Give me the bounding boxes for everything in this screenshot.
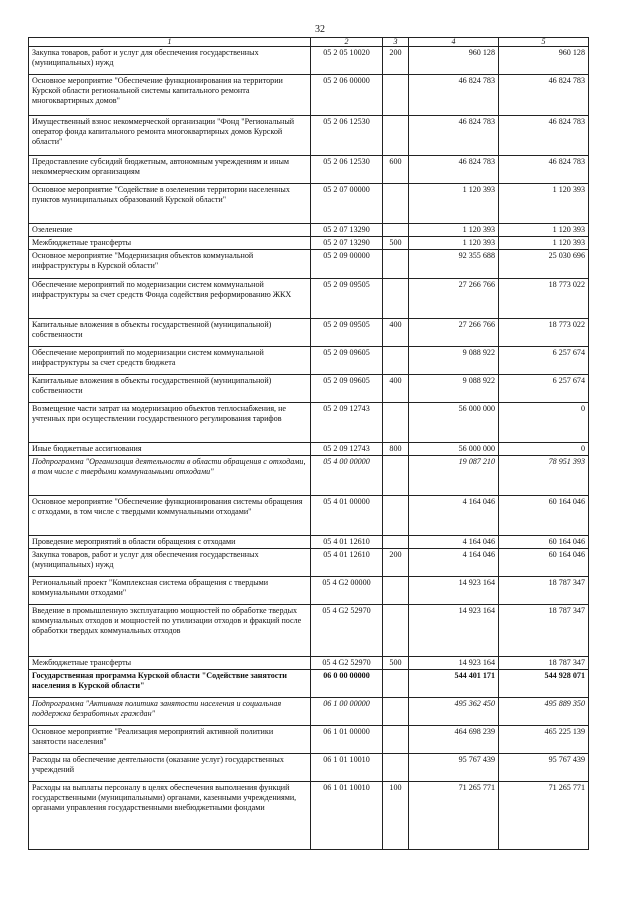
table-row	[29, 456, 589, 496]
target-article-cell: 05 4 G2 00000	[311, 577, 383, 605]
table-row	[29, 403, 589, 443]
amount-year1-cell: 27 266 766	[409, 319, 499, 347]
table-row	[29, 782, 589, 850]
amount-year2-cell: 46 824 783	[499, 156, 589, 184]
amount-year1-cell: 9 088 922	[409, 347, 499, 375]
amount-year1-cell: 71 265 771	[409, 782, 499, 850]
expense-type-cell: 400	[383, 319, 409, 347]
expense-type-cell	[383, 577, 409, 605]
row-name-cell: Введение в промышленную эксплуатацию мощностей по обработке твердых коммунальных отходов и мощностей по утилизации отходов и фракций после обработки твердых коммунальных отходов	[29, 605, 311, 657]
amount-year1-cell: 9 088 922	[409, 375, 499, 403]
expense-type-cell: 800	[383, 443, 409, 456]
expense-type-cell: 500	[383, 657, 409, 670]
amount-year2-cell: 544 928 071	[499, 670, 589, 698]
table-row	[29, 347, 589, 375]
target-article-cell: 05 2 09 09505	[311, 279, 383, 319]
expense-type-cell	[383, 75, 409, 116]
budget-table	[28, 37, 589, 850]
expense-type-cell	[383, 726, 409, 754]
amount-year2-cell: 25 030 696	[499, 250, 589, 279]
expense-type-cell	[383, 536, 409, 549]
expense-type-cell	[383, 670, 409, 698]
expense-type-cell: 200	[383, 47, 409, 75]
row-name-cell: Иные бюджетные ассигнования	[29, 443, 311, 456]
column-header: 2	[311, 38, 383, 47]
amount-year2-cell: 1 120 393	[499, 184, 589, 224]
target-article-cell: 05 2 06 00000	[311, 75, 383, 116]
amount-year2-cell: 18 773 022	[499, 279, 589, 319]
amount-year1-cell: 46 824 783	[409, 75, 499, 116]
expense-type-cell: 600	[383, 156, 409, 184]
column-header: 3	[383, 38, 409, 47]
amount-year2-cell: 6 257 674	[499, 375, 589, 403]
row-name-cell: Капитальные вложения в объекты государственной (муниципальной) собственности	[29, 375, 311, 403]
target-article-cell: 05 4 G2 52970	[311, 605, 383, 657]
expense-type-cell	[383, 403, 409, 443]
amount-year1-cell: 1 120 393	[409, 224, 499, 237]
amount-year2-cell: 60 164 046	[499, 496, 589, 536]
amount-year2-cell: 0	[499, 403, 589, 443]
amount-year2-cell: 1 120 393	[499, 237, 589, 250]
row-name-cell: Региональный проект "Комплексная система обращения с твердыми коммунальными отходами"	[29, 577, 311, 605]
expense-type-cell	[383, 250, 409, 279]
row-name-cell: Основное мероприятие "Обеспечение функционирования на территории Курской области региональной системы капитального ремонта многоквартирных домов"	[29, 75, 311, 116]
row-name-cell: Обеспечение мероприятий по модернизации систем коммунальной инфраструктуры за счет средств Фонда содействия реформированию ЖКХ	[29, 279, 311, 319]
amount-year1-cell: 56 000 000	[409, 443, 499, 456]
amount-year2-cell: 18 773 022	[499, 319, 589, 347]
row-name-cell: Капитальные вложения в объекты государственной (муниципальной) собственности	[29, 319, 311, 347]
expense-type-cell	[383, 698, 409, 726]
page-number: 32	[315, 24, 325, 35]
row-name-cell: Проведение мероприятий в области обращения с отходами	[29, 536, 311, 549]
column-header: 1	[29, 38, 311, 47]
target-article-cell: 05 4 00 00000	[311, 456, 383, 496]
expense-type-cell: 500	[383, 237, 409, 250]
target-article-cell: 05 2 06 12530	[311, 156, 383, 184]
target-article-cell: 06 1 01 00000	[311, 726, 383, 754]
amount-year1-cell: 46 824 783	[409, 156, 499, 184]
row-name-cell: Основное мероприятие "Обеспечение функционирования системы обращения с отходами, в том числе с твердыми коммунальными отходами"	[29, 496, 311, 536]
row-name-cell: Основное мероприятие "Модернизация объектов коммунальной инфраструктуры в Курской области"	[29, 250, 311, 279]
amount-year2-cell: 18 787 347	[499, 577, 589, 605]
amount-year2-cell: 18 787 347	[499, 657, 589, 670]
amount-year1-cell: 14 923 164	[409, 657, 499, 670]
target-article-cell: 05 4 01 00000	[311, 496, 383, 536]
expense-type-cell	[383, 456, 409, 496]
amount-year2-cell: 60 164 046	[499, 536, 589, 549]
table-row	[29, 670, 589, 698]
amount-year1-cell: 495 362 450	[409, 698, 499, 726]
row-name-cell: Межбюджетные трансферты	[29, 237, 311, 250]
table-row	[29, 156, 589, 184]
amount-year2-cell: 71 265 771	[499, 782, 589, 850]
target-article-cell: 06 1 00 00000	[311, 698, 383, 726]
amount-year1-cell: 19 087 210	[409, 456, 499, 496]
table-row	[29, 224, 589, 237]
row-name-cell: Основное мероприятие "Содействие в озеленении территории населенных пунктов муниципальных образований Курской области"	[29, 184, 311, 224]
column-number-row	[29, 38, 589, 47]
target-article-cell: 06 1 01 10010	[311, 782, 383, 850]
expense-type-cell	[383, 754, 409, 782]
table-row	[29, 184, 589, 224]
row-name-cell: Озеленение	[29, 224, 311, 237]
amount-year2-cell: 46 824 783	[499, 116, 589, 156]
table-row	[29, 237, 589, 250]
row-name-cell: Закупка товаров, работ и услуг для обеспечения государственных (муниципальных) нужд	[29, 47, 311, 75]
amount-year1-cell: 95 767 439	[409, 754, 499, 782]
amount-year1-cell: 960 128	[409, 47, 499, 75]
target-article-cell: 05 2 07 13290	[311, 224, 383, 237]
target-article-cell: 06 1 01 10010	[311, 754, 383, 782]
row-name-cell: Расходы на выплаты персоналу в целях обеспечения выполнения функций государственными (муниципальными) органами, казенными учреждениями, органами управления государственными внебюджетными фондами	[29, 782, 311, 850]
table-row	[29, 279, 589, 319]
column-header: 4	[409, 38, 499, 47]
amount-year1-cell: 544 401 171	[409, 670, 499, 698]
row-name-cell: Межбюджетные трансферты	[29, 657, 311, 670]
row-name-cell: Закупка товаров, работ и услуг для обеспечения государственных (муниципальных) нужд	[29, 549, 311, 577]
target-article-cell: 06 0 00 00000	[311, 670, 383, 698]
amount-year2-cell: 495 889 350	[499, 698, 589, 726]
amount-year2-cell: 6 257 674	[499, 347, 589, 375]
table-row	[29, 75, 589, 116]
amount-year2-cell: 46 824 783	[499, 75, 589, 116]
expense-type-cell	[383, 496, 409, 536]
amount-year1-cell: 92 355 688	[409, 250, 499, 279]
table-row	[29, 577, 589, 605]
amount-year1-cell: 56 000 000	[409, 403, 499, 443]
table-row	[29, 605, 589, 657]
expense-type-cell	[383, 279, 409, 319]
amount-year2-cell: 60 164 046	[499, 549, 589, 577]
amount-year1-cell: 4 164 046	[409, 496, 499, 536]
table-row	[29, 549, 589, 577]
row-name-cell: Подпрограмма "Организация деятельности в области обращения с отходами, в том числе с твердыми коммунальными отходами"	[29, 456, 311, 496]
table-row	[29, 726, 589, 754]
target-article-cell: 05 2 09 12743	[311, 403, 383, 443]
row-name-cell: Возмещение части затрат на модернизацию объектов теплоснабжения, не учтенных при осуществлении государственного регулирования тарифов	[29, 403, 311, 443]
expense-type-cell	[383, 224, 409, 237]
amount-year2-cell: 95 767 439	[499, 754, 589, 782]
row-name-cell: Имущественный взнос некоммерческой организации "Фонд "Региональный оператор фонда капитального ремонта многоквартирных домов Курской области"	[29, 116, 311, 156]
target-article-cell: 05 2 06 12530	[311, 116, 383, 156]
expense-type-cell	[383, 605, 409, 657]
target-article-cell: 05 4 01 12610	[311, 549, 383, 577]
target-article-cell: 05 2 07 13290	[311, 237, 383, 250]
expense-type-cell	[383, 184, 409, 224]
table-row	[29, 536, 589, 549]
row-name-cell: Предоставление субсидий бюджетным, автономным учреждениям и иным некоммерческим организациям	[29, 156, 311, 184]
column-header: 5	[499, 38, 589, 47]
expense-type-cell: 100	[383, 782, 409, 850]
row-name-cell: Основное мероприятие "Реализация мероприятий активной политики занятости населения"	[29, 726, 311, 754]
target-article-cell: 05 2 09 12743	[311, 443, 383, 456]
amount-year2-cell: 960 128	[499, 47, 589, 75]
amount-year2-cell: 1 120 393	[499, 224, 589, 237]
amount-year1-cell: 1 120 393	[409, 237, 499, 250]
table-row	[29, 443, 589, 456]
expense-type-cell	[383, 347, 409, 375]
target-article-cell: 05 2 09 09505	[311, 319, 383, 347]
target-article-cell: 05 2 05 10020	[311, 47, 383, 75]
table-row	[29, 47, 589, 75]
amount-year1-cell: 1 120 393	[409, 184, 499, 224]
row-name-cell: Подпрограмма "Активная политика занятости населения и социальная поддержка безработных граждан"	[29, 698, 311, 726]
table-row	[29, 657, 589, 670]
amount-year1-cell: 14 923 164	[409, 577, 499, 605]
amount-year2-cell: 18 787 347	[499, 605, 589, 657]
target-article-cell: 05 4 G2 52970	[311, 657, 383, 670]
expense-type-cell	[383, 116, 409, 156]
table-row	[29, 698, 589, 726]
table-row	[29, 375, 589, 403]
table-row	[29, 754, 589, 782]
row-name-cell: Государственная программа Курской области "Содействие занятости населения в Курской области"	[29, 670, 311, 698]
amount-year2-cell: 0	[499, 443, 589, 456]
target-article-cell: 05 4 01 12610	[311, 536, 383, 549]
row-name-cell: Расходы на обеспечение деятельности (оказание услуг) государственных учреждений	[29, 754, 311, 782]
target-article-cell: 05 2 09 00000	[311, 250, 383, 279]
table-row	[29, 250, 589, 279]
amount-year1-cell: 4 164 046	[409, 536, 499, 549]
expense-type-cell: 200	[383, 549, 409, 577]
amount-year2-cell: 78 951 393	[499, 456, 589, 496]
amount-year1-cell: 464 698 239	[409, 726, 499, 754]
target-article-cell: 05 2 07 00000	[311, 184, 383, 224]
amount-year1-cell: 46 824 783	[409, 116, 499, 156]
table-row	[29, 116, 589, 156]
amount-year1-cell: 14 923 164	[409, 605, 499, 657]
table-row	[29, 496, 589, 536]
expense-type-cell: 400	[383, 375, 409, 403]
target-article-cell: 05 2 09 09605	[311, 347, 383, 375]
amount-year1-cell: 27 266 766	[409, 279, 499, 319]
amount-year2-cell: 465 225 139	[499, 726, 589, 754]
table-row	[29, 319, 589, 347]
target-article-cell: 05 2 09 09605	[311, 375, 383, 403]
amount-year1-cell: 4 164 046	[409, 549, 499, 577]
row-name-cell: Обеспечение мероприятий по модернизации систем коммунальной инфраструктуры за счет средств бюджета	[29, 347, 311, 375]
